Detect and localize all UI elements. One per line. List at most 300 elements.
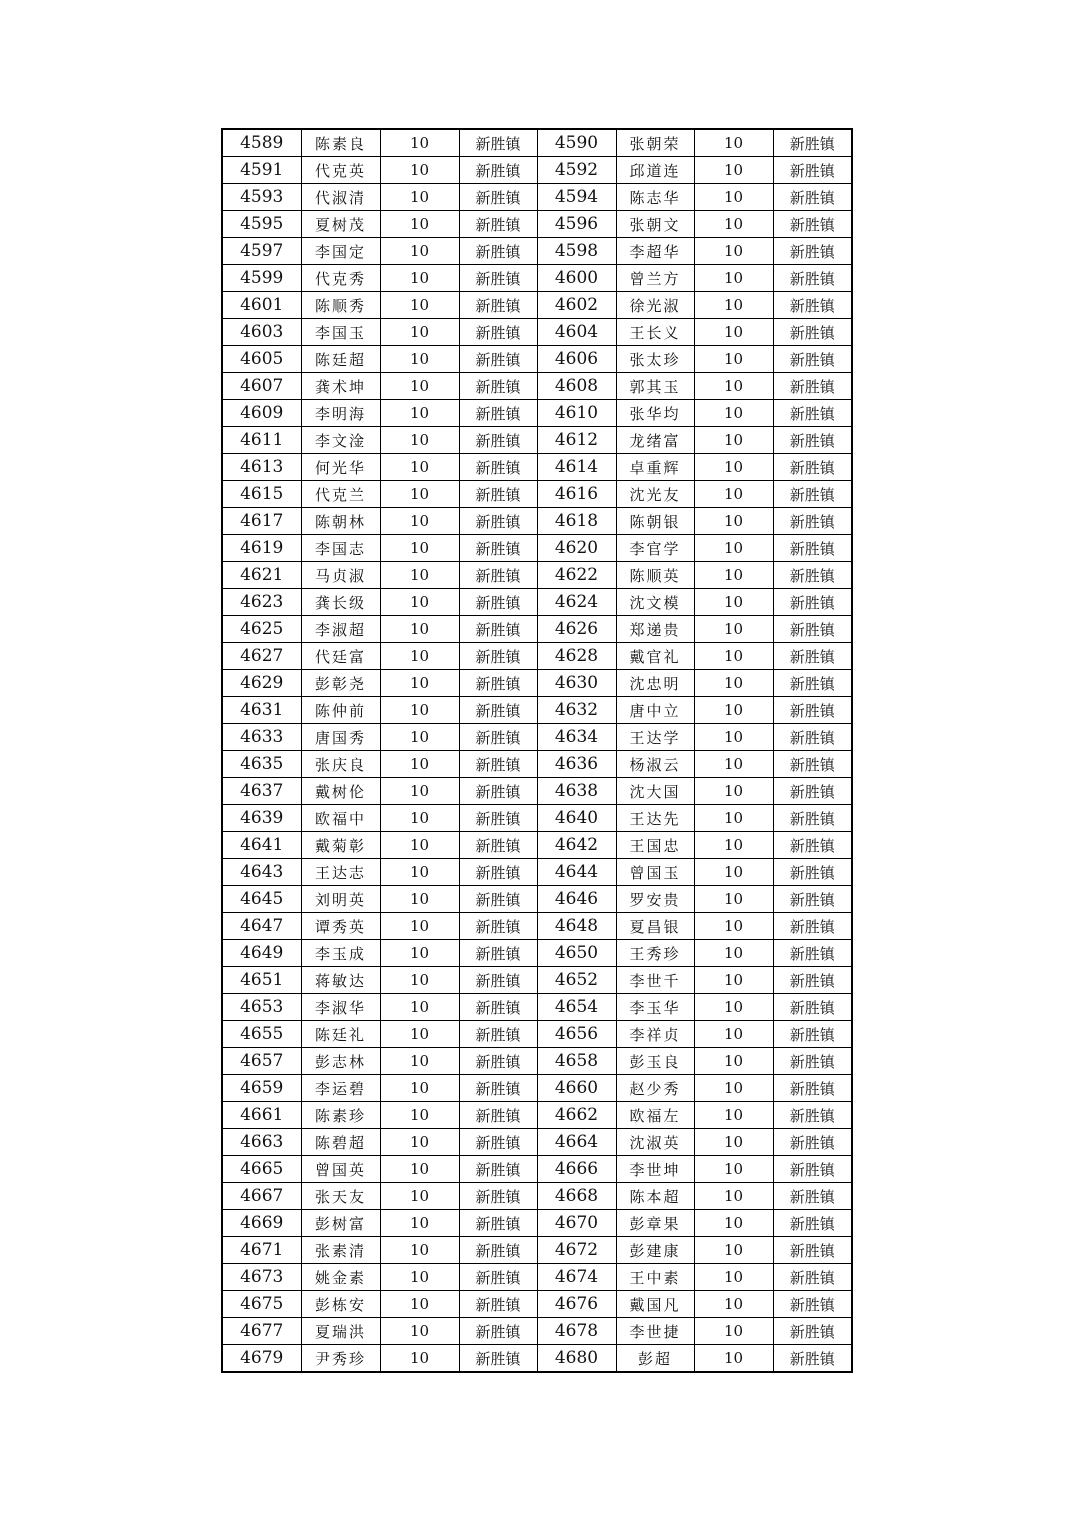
- right-name-cell: 张太珍: [616, 346, 694, 373]
- left-town-cell: 新胜镇: [459, 184, 537, 211]
- right-amount-cell: 10: [694, 129, 773, 157]
- table-row: [222, 319, 852, 346]
- left-amount-cell: 10: [380, 157, 459, 184]
- left-id-cell: 4643: [222, 859, 301, 886]
- left-town-cell: 新胜镇: [459, 238, 537, 265]
- left-name-cell: 李淑华: [301, 994, 380, 1021]
- table-row: [222, 1102, 852, 1129]
- right-town-cell: 新胜镇: [773, 994, 852, 1021]
- left-amount-cell: 10: [380, 211, 459, 238]
- right-amount-cell: 10: [694, 994, 773, 1021]
- right-id-cell: 4604: [537, 319, 616, 346]
- right-id-cell: 4680: [537, 1345, 616, 1373]
- left-town-cell: 新胜镇: [459, 1345, 537, 1373]
- right-amount-cell: 10: [694, 1156, 773, 1183]
- left-amount-cell: 10: [380, 1291, 459, 1318]
- right-name-cell: 戴国凡: [616, 1291, 694, 1318]
- right-id-cell: 4674: [537, 1264, 616, 1291]
- table-row: [222, 562, 852, 589]
- right-amount-cell: 10: [694, 454, 773, 481]
- right-name-cell: 杨淑云: [616, 751, 694, 778]
- right-amount-cell: 10: [694, 1264, 773, 1291]
- left-id-cell: 4675: [222, 1291, 301, 1318]
- right-town-cell: 新胜镇: [773, 562, 852, 589]
- left-town-cell: 新胜镇: [459, 751, 537, 778]
- right-town-cell: 新胜镇: [773, 913, 852, 940]
- left-id-cell: 4593: [222, 184, 301, 211]
- right-name-cell: 李世坤: [616, 1156, 694, 1183]
- left-name-cell: 曾国英: [301, 1156, 380, 1183]
- right-amount-cell: 10: [694, 1237, 773, 1264]
- left-name-cell: 彭栋安: [301, 1291, 380, 1318]
- right-id-cell: 4634: [537, 724, 616, 751]
- table-row: [222, 1264, 852, 1291]
- right-id-cell: 4594: [537, 184, 616, 211]
- right-town-cell: 新胜镇: [773, 1210, 852, 1237]
- right-name-cell: 李官学: [616, 535, 694, 562]
- table-row: [222, 778, 852, 805]
- table-row: [222, 967, 852, 994]
- left-town-cell: 新胜镇: [459, 1291, 537, 1318]
- right-id-cell: 4624: [537, 589, 616, 616]
- left-amount-cell: 10: [380, 886, 459, 913]
- right-amount-cell: 10: [694, 373, 773, 400]
- left-amount-cell: 10: [380, 1318, 459, 1345]
- table-row: [222, 454, 852, 481]
- left-id-cell: 4647: [222, 913, 301, 940]
- left-id-cell: 4625: [222, 616, 301, 643]
- left-amount-cell: 10: [380, 1264, 459, 1291]
- right-name-cell: 李玉华: [616, 994, 694, 1021]
- right-town-cell: 新胜镇: [773, 427, 852, 454]
- table-row: [222, 400, 852, 427]
- left-name-cell: 张素清: [301, 1237, 380, 1264]
- left-name-cell: 谭秀英: [301, 913, 380, 940]
- right-name-cell: 郑递贵: [616, 616, 694, 643]
- right-town-cell: 新胜镇: [773, 1021, 852, 1048]
- right-town-cell: 新胜镇: [773, 1102, 852, 1129]
- left-name-cell: 陈素珍: [301, 1102, 380, 1129]
- left-town-cell: 新胜镇: [459, 724, 537, 751]
- left-amount-cell: 10: [380, 994, 459, 1021]
- right-name-cell: 陈本超: [616, 1183, 694, 1210]
- right-town-cell: 新胜镇: [773, 778, 852, 805]
- left-town-cell: 新胜镇: [459, 1021, 537, 1048]
- left-amount-cell: 10: [380, 616, 459, 643]
- left-amount-cell: 10: [380, 265, 459, 292]
- right-town-cell: 新胜镇: [773, 1183, 852, 1210]
- table-row: [222, 1345, 852, 1373]
- left-id-cell: 4649: [222, 940, 301, 967]
- right-id-cell: 4652: [537, 967, 616, 994]
- left-town-cell: 新胜镇: [459, 481, 537, 508]
- right-amount-cell: 10: [694, 265, 773, 292]
- left-name-cell: 欧福中: [301, 805, 380, 832]
- left-town-cell: 新胜镇: [459, 1237, 537, 1264]
- right-name-cell: 陈志华: [616, 184, 694, 211]
- right-amount-cell: 10: [694, 184, 773, 211]
- right-amount-cell: 10: [694, 967, 773, 994]
- left-name-cell: 代廷富: [301, 643, 380, 670]
- left-id-cell: 4637: [222, 778, 301, 805]
- right-amount-cell: 10: [694, 1021, 773, 1048]
- right-town-cell: 新胜镇: [773, 184, 852, 211]
- right-name-cell: 邱道连: [616, 157, 694, 184]
- left-amount-cell: 10: [380, 724, 459, 751]
- left-town-cell: 新胜镇: [459, 1210, 537, 1237]
- left-town-cell: 新胜镇: [459, 616, 537, 643]
- right-amount-cell: 10: [694, 211, 773, 238]
- left-town-cell: 新胜镇: [459, 265, 537, 292]
- left-amount-cell: 10: [380, 1156, 459, 1183]
- left-id-cell: 4657: [222, 1048, 301, 1075]
- left-name-cell: 蒋敏达: [301, 967, 380, 994]
- right-name-cell: 沈大国: [616, 778, 694, 805]
- right-id-cell: 4606: [537, 346, 616, 373]
- right-name-cell: 张朝荣: [616, 129, 694, 157]
- left-id-cell: 4609: [222, 400, 301, 427]
- right-id-cell: 4610: [537, 400, 616, 427]
- left-id-cell: 4639: [222, 805, 301, 832]
- right-town-cell: 新胜镇: [773, 697, 852, 724]
- left-amount-cell: 10: [380, 967, 459, 994]
- right-town-cell: 新胜镇: [773, 535, 852, 562]
- left-id-cell: 4667: [222, 1183, 301, 1210]
- left-amount-cell: 10: [380, 1048, 459, 1075]
- right-name-cell: 沈光友: [616, 481, 694, 508]
- left-amount-cell: 10: [380, 1102, 459, 1129]
- right-amount-cell: 10: [694, 508, 773, 535]
- right-town-cell: 新胜镇: [773, 508, 852, 535]
- left-town-cell: 新胜镇: [459, 157, 537, 184]
- right-name-cell: 李超华: [616, 238, 694, 265]
- left-id-cell: 4679: [222, 1345, 301, 1373]
- left-town-cell: 新胜镇: [459, 454, 537, 481]
- left-amount-cell: 10: [380, 427, 459, 454]
- table-row: [222, 751, 852, 778]
- left-amount-cell: 10: [380, 1183, 459, 1210]
- table-row: [222, 238, 852, 265]
- right-town-cell: 新胜镇: [773, 589, 852, 616]
- left-amount-cell: 10: [380, 778, 459, 805]
- right-town-cell: 新胜镇: [773, 1237, 852, 1264]
- left-town-cell: 新胜镇: [459, 292, 537, 319]
- right-amount-cell: 10: [694, 157, 773, 184]
- left-town-cell: 新胜镇: [459, 913, 537, 940]
- right-id-cell: 4662: [537, 1102, 616, 1129]
- right-id-cell: 4628: [537, 643, 616, 670]
- right-town-cell: 新胜镇: [773, 967, 852, 994]
- right-name-cell: 陈顺英: [616, 562, 694, 589]
- left-amount-cell: 10: [380, 129, 459, 157]
- right-town-cell: 新胜镇: [773, 346, 852, 373]
- table-row: [222, 1291, 852, 1318]
- right-town-cell: 新胜镇: [773, 1156, 852, 1183]
- right-town-cell: 新胜镇: [773, 832, 852, 859]
- left-id-cell: 4619: [222, 535, 301, 562]
- table-row: [222, 1210, 852, 1237]
- right-name-cell: 李祥贞: [616, 1021, 694, 1048]
- left-amount-cell: 10: [380, 184, 459, 211]
- left-amount-cell: 10: [380, 1345, 459, 1373]
- left-name-cell: 代克秀: [301, 265, 380, 292]
- right-town-cell: 新胜镇: [773, 886, 852, 913]
- right-amount-cell: 10: [694, 292, 773, 319]
- left-id-cell: 4597: [222, 238, 301, 265]
- left-amount-cell: 10: [380, 562, 459, 589]
- right-amount-cell: 10: [694, 1318, 773, 1345]
- right-name-cell: 曾国玉: [616, 859, 694, 886]
- right-amount-cell: 10: [694, 697, 773, 724]
- right-name-cell: 李世千: [616, 967, 694, 994]
- right-town-cell: 新胜镇: [773, 670, 852, 697]
- left-amount-cell: 10: [380, 697, 459, 724]
- table-row: [222, 589, 852, 616]
- left-name-cell: 尹秀珍: [301, 1345, 380, 1373]
- right-id-cell: 4592: [537, 157, 616, 184]
- left-name-cell: 龚长级: [301, 589, 380, 616]
- left-town-cell: 新胜镇: [459, 967, 537, 994]
- left-id-cell: 4595: [222, 211, 301, 238]
- right-id-cell: 4642: [537, 832, 616, 859]
- left-id-cell: 4633: [222, 724, 301, 751]
- right-id-cell: 4672: [537, 1237, 616, 1264]
- left-id-cell: 4653: [222, 994, 301, 1021]
- table-row: [222, 184, 852, 211]
- left-name-cell: 代克兰: [301, 481, 380, 508]
- left-id-cell: 4611: [222, 427, 301, 454]
- left-town-cell: 新胜镇: [459, 319, 537, 346]
- table-row: [222, 643, 852, 670]
- table-row: [222, 211, 852, 238]
- right-id-cell: 4600: [537, 265, 616, 292]
- right-id-cell: 4670: [537, 1210, 616, 1237]
- left-town-cell: 新胜镇: [459, 508, 537, 535]
- left-name-cell: 夏树茂: [301, 211, 380, 238]
- right-amount-cell: 10: [694, 1345, 773, 1373]
- left-name-cell: 彭树富: [301, 1210, 380, 1237]
- left-id-cell: 4677: [222, 1318, 301, 1345]
- left-name-cell: 李国定: [301, 238, 380, 265]
- left-name-cell: 唐国秀: [301, 724, 380, 751]
- left-id-cell: 4665: [222, 1156, 301, 1183]
- left-amount-cell: 10: [380, 751, 459, 778]
- table-row: [222, 1183, 852, 1210]
- left-id-cell: 4661: [222, 1102, 301, 1129]
- left-id-cell: 4651: [222, 967, 301, 994]
- right-town-cell: 新胜镇: [773, 454, 852, 481]
- right-amount-cell: 10: [694, 670, 773, 697]
- right-id-cell: 4656: [537, 1021, 616, 1048]
- right-id-cell: 4618: [537, 508, 616, 535]
- left-id-cell: 4607: [222, 373, 301, 400]
- left-name-cell: 陈素良: [301, 129, 380, 157]
- right-name-cell: 龙绪富: [616, 427, 694, 454]
- right-name-cell: 唐中立: [616, 697, 694, 724]
- right-town-cell: 新胜镇: [773, 373, 852, 400]
- left-name-cell: 李淑超: [301, 616, 380, 643]
- left-town-cell: 新胜镇: [459, 346, 537, 373]
- right-name-cell: 沈忠明: [616, 670, 694, 697]
- left-name-cell: 刘明英: [301, 886, 380, 913]
- right-name-cell: 罗安贵: [616, 886, 694, 913]
- right-amount-cell: 10: [694, 481, 773, 508]
- table-row: [222, 724, 852, 751]
- left-id-cell: 4655: [222, 1021, 301, 1048]
- right-town-cell: 新胜镇: [773, 1048, 852, 1075]
- left-town-cell: 新胜镇: [459, 643, 537, 670]
- right-amount-cell: 10: [694, 562, 773, 589]
- right-amount-cell: 10: [694, 913, 773, 940]
- left-id-cell: 4591: [222, 157, 301, 184]
- right-name-cell: 王国忠: [616, 832, 694, 859]
- right-name-cell: 王中素: [616, 1264, 694, 1291]
- left-id-cell: 4605: [222, 346, 301, 373]
- left-town-cell: 新胜镇: [459, 859, 537, 886]
- right-id-cell: 4602: [537, 292, 616, 319]
- left-town-cell: 新胜镇: [459, 697, 537, 724]
- right-id-cell: 4640: [537, 805, 616, 832]
- table-row: [222, 994, 852, 1021]
- table-row: [222, 859, 852, 886]
- right-town-cell: 新胜镇: [773, 481, 852, 508]
- left-town-cell: 新胜镇: [459, 886, 537, 913]
- table-row: [222, 697, 852, 724]
- right-town-cell: 新胜镇: [773, 1075, 852, 1102]
- right-id-cell: 4638: [537, 778, 616, 805]
- table-row: [222, 913, 852, 940]
- right-town-cell: 新胜镇: [773, 319, 852, 346]
- right-name-cell: 曾兰方: [616, 265, 694, 292]
- right-amount-cell: 10: [694, 1048, 773, 1075]
- left-amount-cell: 10: [380, 508, 459, 535]
- left-amount-cell: 10: [380, 346, 459, 373]
- left-town-cell: 新胜镇: [459, 1183, 537, 1210]
- left-name-cell: 李明海: [301, 400, 380, 427]
- right-amount-cell: 10: [694, 778, 773, 805]
- left-id-cell: 4627: [222, 643, 301, 670]
- right-amount-cell: 10: [694, 832, 773, 859]
- right-town-cell: 新胜镇: [773, 643, 852, 670]
- right-id-cell: 4658: [537, 1048, 616, 1075]
- left-id-cell: 4615: [222, 481, 301, 508]
- right-name-cell: 沈文模: [616, 589, 694, 616]
- table-row: [222, 1048, 852, 1075]
- right-name-cell: 赵少秀: [616, 1075, 694, 1102]
- left-name-cell: 张庆良: [301, 751, 380, 778]
- right-amount-cell: 10: [694, 724, 773, 751]
- table-row: [222, 129, 852, 157]
- right-name-cell: 陈朝银: [616, 508, 694, 535]
- left-name-cell: 陈廷礼: [301, 1021, 380, 1048]
- right-town-cell: 新胜镇: [773, 1318, 852, 1345]
- right-town-cell: 新胜镇: [773, 751, 852, 778]
- left-amount-cell: 10: [380, 400, 459, 427]
- right-town-cell: 新胜镇: [773, 211, 852, 238]
- left-amount-cell: 10: [380, 1129, 459, 1156]
- left-name-cell: 李国玉: [301, 319, 380, 346]
- right-name-cell: 王秀珍: [616, 940, 694, 967]
- left-id-cell: 4621: [222, 562, 301, 589]
- left-name-cell: 姚金素: [301, 1264, 380, 1291]
- right-amount-cell: 10: [694, 400, 773, 427]
- left-name-cell: 戴树伦: [301, 778, 380, 805]
- left-amount-cell: 10: [380, 1021, 459, 1048]
- right-id-cell: 4614: [537, 454, 616, 481]
- left-amount-cell: 10: [380, 481, 459, 508]
- right-town-cell: 新胜镇: [773, 1264, 852, 1291]
- roster-body: [222, 129, 852, 1372]
- right-name-cell: 沈淑英: [616, 1129, 694, 1156]
- left-id-cell: 4599: [222, 265, 301, 292]
- right-name-cell: 张朝文: [616, 211, 694, 238]
- table-row: [222, 832, 852, 859]
- left-id-cell: 4629: [222, 670, 301, 697]
- table-row: [222, 616, 852, 643]
- left-amount-cell: 10: [380, 238, 459, 265]
- left-town-cell: 新胜镇: [459, 535, 537, 562]
- right-id-cell: 4616: [537, 481, 616, 508]
- left-amount-cell: 10: [380, 940, 459, 967]
- left-name-cell: 夏瑞洪: [301, 1318, 380, 1345]
- right-town-cell: 新胜镇: [773, 724, 852, 751]
- right-name-cell: 卓重辉: [616, 454, 694, 481]
- left-name-cell: 代淑清: [301, 184, 380, 211]
- left-name-cell: 李玉成: [301, 940, 380, 967]
- left-name-cell: 陈廷超: [301, 346, 380, 373]
- left-amount-cell: 10: [380, 805, 459, 832]
- right-id-cell: 4666: [537, 1156, 616, 1183]
- right-town-cell: 新胜镇: [773, 940, 852, 967]
- right-town-cell: 新胜镇: [773, 859, 852, 886]
- left-town-cell: 新胜镇: [459, 373, 537, 400]
- right-id-cell: 4608: [537, 373, 616, 400]
- left-town-cell: 新胜镇: [459, 670, 537, 697]
- right-town-cell: 新胜镇: [773, 129, 852, 157]
- left-id-cell: 4671: [222, 1237, 301, 1264]
- right-name-cell: 彭章果: [616, 1210, 694, 1237]
- right-name-cell: 郭其玉: [616, 373, 694, 400]
- table-row: [222, 1075, 852, 1102]
- left-id-cell: 4659: [222, 1075, 301, 1102]
- right-name-cell: 张华均: [616, 400, 694, 427]
- right-name-cell: 徐光淑: [616, 292, 694, 319]
- left-name-cell: 张天友: [301, 1183, 380, 1210]
- right-amount-cell: 10: [694, 238, 773, 265]
- left-name-cell: 陈顺秀: [301, 292, 380, 319]
- right-town-cell: 新胜镇: [773, 157, 852, 184]
- left-town-cell: 新胜镇: [459, 1102, 537, 1129]
- left-name-cell: 陈朝林: [301, 508, 380, 535]
- left-id-cell: 4603: [222, 319, 301, 346]
- table-row: [222, 1237, 852, 1264]
- right-amount-cell: 10: [694, 940, 773, 967]
- right-id-cell: 4648: [537, 913, 616, 940]
- right-id-cell: 4622: [537, 562, 616, 589]
- table-row: [222, 1021, 852, 1048]
- left-id-cell: 4645: [222, 886, 301, 913]
- left-id-cell: 4631: [222, 697, 301, 724]
- left-name-cell: 陈碧超: [301, 1129, 380, 1156]
- left-amount-cell: 10: [380, 319, 459, 346]
- right-id-cell: 4646: [537, 886, 616, 913]
- left-amount-cell: 10: [380, 1210, 459, 1237]
- right-name-cell: 欧福左: [616, 1102, 694, 1129]
- right-amount-cell: 10: [694, 319, 773, 346]
- right-amount-cell: 10: [694, 805, 773, 832]
- right-id-cell: 4654: [537, 994, 616, 1021]
- left-name-cell: 李国志: [301, 535, 380, 562]
